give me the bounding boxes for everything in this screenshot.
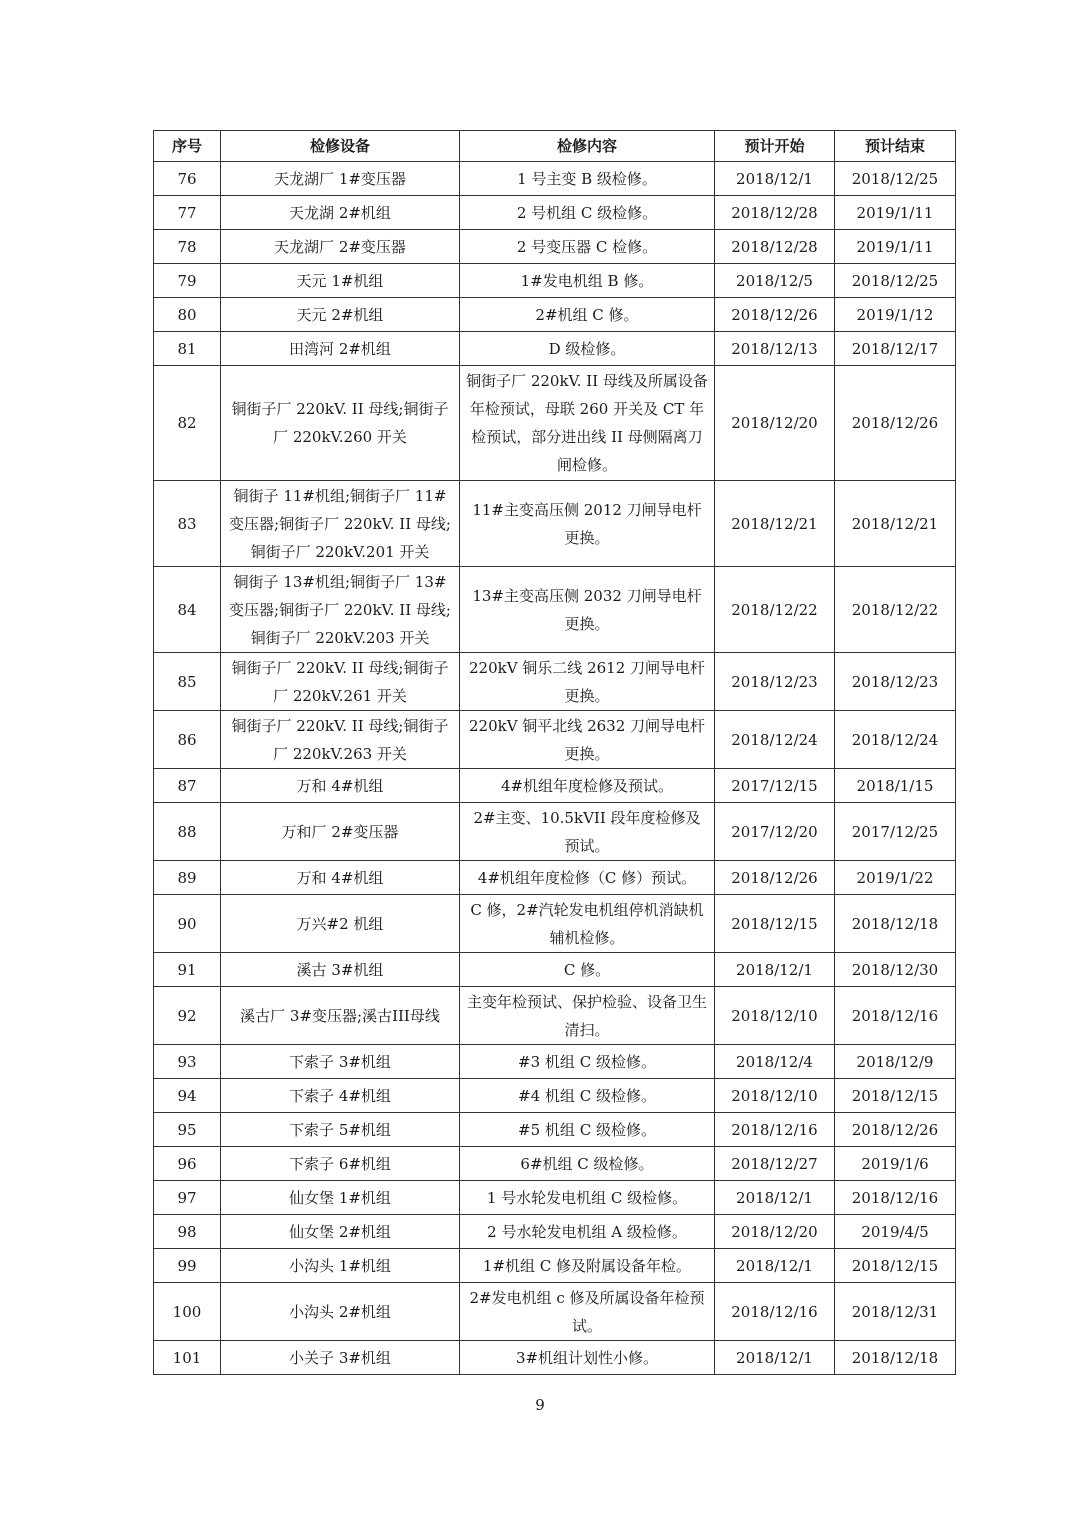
cell-start-date: 2018/12/1 xyxy=(715,1249,835,1283)
cell-start-date: 2018/12/4 xyxy=(715,1045,835,1079)
cell-end-date: 2018/12/22 xyxy=(835,567,956,653)
cell-start-date: 2018/12/27 xyxy=(715,1147,835,1181)
cell-device: 下索子 5#机组 xyxy=(221,1113,460,1147)
cell-end-date: 2018/12/24 xyxy=(835,711,956,769)
cell-end-date: 2019/1/6 xyxy=(835,1147,956,1181)
table-row xyxy=(154,895,956,953)
cell-content: 2 号水轮发电机组 A 级检修。 xyxy=(460,1215,715,1249)
table-header-row xyxy=(154,131,956,162)
table-row xyxy=(154,162,956,196)
cell-end-date: 2018/12/9 xyxy=(835,1045,956,1079)
table-row xyxy=(154,1147,956,1181)
cell-content: #3 机组 C 级检修。 xyxy=(460,1045,715,1079)
table-row xyxy=(154,987,956,1045)
cell-start-date: 2018/12/26 xyxy=(715,298,835,332)
table-row xyxy=(154,1341,956,1375)
table-row xyxy=(154,264,956,298)
cell-content: 3#机组计划性小修。 xyxy=(460,1341,715,1375)
header-start-date: 预计开始 xyxy=(715,131,835,162)
maintenance-schedule-sheet xyxy=(153,130,955,1375)
cell-content: 11#主变高压侧 2012 刀闸导电杆更换。 xyxy=(460,481,715,567)
cell-start-date: 2018/12/1 xyxy=(715,1341,835,1375)
cell-start-date: 2018/12/26 xyxy=(715,861,835,895)
cell-serial-number: 80 xyxy=(154,298,221,332)
cell-serial-number: 92 xyxy=(154,987,221,1045)
cell-start-date: 2018/12/1 xyxy=(715,1181,835,1215)
cell-end-date: 2018/12/26 xyxy=(835,366,956,481)
cell-start-date: 2017/12/20 xyxy=(715,803,835,861)
cell-content: 220kV 铜平北线 2632 刀闸导电杆更换。 xyxy=(460,711,715,769)
table-row xyxy=(154,298,956,332)
header-device: 检修设备 xyxy=(221,131,460,162)
cell-device: 溪古厂 3#变压器;溪古III母线 xyxy=(221,987,460,1045)
cell-content: #4 机组 C 级检修。 xyxy=(460,1079,715,1113)
table-row xyxy=(154,230,956,264)
cell-serial-number: 77 xyxy=(154,196,221,230)
cell-device: 下索子 3#机组 xyxy=(221,1045,460,1079)
cell-start-date: 2018/12/22 xyxy=(715,567,835,653)
cell-device: 田湾河 2#机组 xyxy=(221,332,460,366)
cell-device: 天龙湖厂 2#变压器 xyxy=(221,230,460,264)
cell-content: C 修。 xyxy=(460,953,715,987)
table-row xyxy=(154,653,956,711)
table-row xyxy=(154,1215,956,1249)
cell-end-date: 2018/12/16 xyxy=(835,1181,956,1215)
table-row xyxy=(154,769,956,803)
cell-start-date: 2018/12/5 xyxy=(715,264,835,298)
cell-device: 小沟头 1#机组 xyxy=(221,1249,460,1283)
cell-device: 天元 2#机组 xyxy=(221,298,460,332)
cell-content: D 级检修。 xyxy=(460,332,715,366)
cell-start-date: 2018/12/10 xyxy=(715,1079,835,1113)
cell-start-date: 2018/12/16 xyxy=(715,1283,835,1341)
cell-end-date: 2018/12/25 xyxy=(835,162,956,196)
cell-content: C 修，2#汽轮发电机组停机消缺机辅机检修。 xyxy=(460,895,715,953)
cell-end-date: 2019/1/11 xyxy=(835,230,956,264)
cell-end-date: 2019/4/5 xyxy=(835,1215,956,1249)
cell-device: 万和厂 2#变压器 xyxy=(221,803,460,861)
page-number: 9 xyxy=(535,1396,545,1414)
cell-end-date: 2018/12/26 xyxy=(835,1113,956,1147)
cell-start-date: 2018/12/28 xyxy=(715,230,835,264)
cell-device: 铜街子 13#机组;铜街子厂 13#变压器;铜街子厂 220kV. II 母线;铜街子厂 220kV.203 开关 xyxy=(221,567,460,653)
cell-serial-number: 95 xyxy=(154,1113,221,1147)
cell-end-date: 2018/12/31 xyxy=(835,1283,956,1341)
header-serial-number: 序号 xyxy=(154,131,221,162)
cell-serial-number: 91 xyxy=(154,953,221,987)
cell-serial-number: 86 xyxy=(154,711,221,769)
cell-end-date: 2018/12/16 xyxy=(835,987,956,1045)
cell-serial-number: 100 xyxy=(154,1283,221,1341)
cell-content: 2 号变压器 C 检修。 xyxy=(460,230,715,264)
table-row xyxy=(154,567,956,653)
cell-serial-number: 93 xyxy=(154,1045,221,1079)
cell-content: 2#主变、10.5kVII 段年度检修及预试。 xyxy=(460,803,715,861)
maintenance-schedule-table xyxy=(153,130,956,1375)
cell-device: 小关子 3#机组 xyxy=(221,1341,460,1375)
cell-device: 天龙湖 2#机组 xyxy=(221,196,460,230)
cell-end-date: 2017/12/25 xyxy=(835,803,956,861)
cell-content: 4#机组年度检修（C 修）预试。 xyxy=(460,861,715,895)
cell-serial-number: 78 xyxy=(154,230,221,264)
cell-serial-number: 84 xyxy=(154,567,221,653)
table-row xyxy=(154,1249,956,1283)
cell-serial-number: 89 xyxy=(154,861,221,895)
table-row xyxy=(154,366,956,481)
cell-device: 铜街子 11#机组;铜街子厂 11#变压器;铜街子厂 220kV. II 母线;铜街子厂 220kV.201 开关 xyxy=(221,481,460,567)
cell-device: 仙女堡 2#机组 xyxy=(221,1215,460,1249)
cell-start-date: 2018/12/15 xyxy=(715,895,835,953)
table-row xyxy=(154,1045,956,1079)
cell-start-date: 2018/12/23 xyxy=(715,653,835,711)
cell-start-date: 2018/12/28 xyxy=(715,196,835,230)
cell-start-date: 2018/12/24 xyxy=(715,711,835,769)
cell-end-date: 2019/1/11 xyxy=(835,196,956,230)
cell-serial-number: 82 xyxy=(154,366,221,481)
table-row xyxy=(154,481,956,567)
table-row xyxy=(154,861,956,895)
cell-serial-number: 76 xyxy=(154,162,221,196)
cell-device: 万兴#2 机组 xyxy=(221,895,460,953)
table-body xyxy=(154,162,956,1375)
cell-end-date: 2018/12/17 xyxy=(835,332,956,366)
cell-serial-number: 99 xyxy=(154,1249,221,1283)
cell-end-date: 2019/1/22 xyxy=(835,861,956,895)
cell-end-date: 2018/12/23 xyxy=(835,653,956,711)
cell-content: 13#主变高压侧 2032 刀闸导电杆更换。 xyxy=(460,567,715,653)
cell-end-date: 2018/1/15 xyxy=(835,769,956,803)
table-row xyxy=(154,196,956,230)
cell-content: 4#机组年度检修及预试。 xyxy=(460,769,715,803)
cell-start-date: 2018/12/21 xyxy=(715,481,835,567)
cell-start-date: 2018/12/20 xyxy=(715,366,835,481)
cell-device: 天元 1#机组 xyxy=(221,264,460,298)
header-end-date: 预计结束 xyxy=(835,131,956,162)
cell-end-date: 2019/1/12 xyxy=(835,298,956,332)
table-row xyxy=(154,1079,956,1113)
table-row xyxy=(154,953,956,987)
cell-device: 铜街子厂 220kV. II 母线;铜街子厂 220kV.261 开关 xyxy=(221,653,460,711)
cell-start-date: 2017/12/15 xyxy=(715,769,835,803)
cell-device: 下索子 4#机组 xyxy=(221,1079,460,1113)
cell-device: 万和 4#机组 xyxy=(221,769,460,803)
cell-device: 万和 4#机组 xyxy=(221,861,460,895)
cell-device: 铜街子厂 220kV. II 母线;铜街子厂 220kV.263 开关 xyxy=(221,711,460,769)
cell-serial-number: 90 xyxy=(154,895,221,953)
cell-end-date: 2018/12/18 xyxy=(835,1341,956,1375)
table-row xyxy=(154,1113,956,1147)
cell-end-date: 2018/12/21 xyxy=(835,481,956,567)
cell-end-date: 2018/12/30 xyxy=(835,953,956,987)
table-row xyxy=(154,803,956,861)
cell-serial-number: 101 xyxy=(154,1341,221,1375)
cell-device: 溪古 3#机组 xyxy=(221,953,460,987)
cell-content: 1#发电机组 B 修。 xyxy=(460,264,715,298)
cell-serial-number: 83 xyxy=(154,481,221,567)
cell-serial-number: 94 xyxy=(154,1079,221,1113)
cell-content: 2#机组 C 修。 xyxy=(460,298,715,332)
cell-content: 2#发电机组 c 修及所属设备年检预试。 xyxy=(460,1283,715,1341)
cell-start-date: 2018/12/1 xyxy=(715,953,835,987)
table-row xyxy=(154,1283,956,1341)
cell-end-date: 2018/12/25 xyxy=(835,264,956,298)
cell-start-date: 2018/12/13 xyxy=(715,332,835,366)
cell-serial-number: 81 xyxy=(154,332,221,366)
cell-content: 220kV 铜乐二线 2612 刀闸导电杆更换。 xyxy=(460,653,715,711)
table-row xyxy=(154,332,956,366)
cell-device: 天龙湖厂 1#变压器 xyxy=(221,162,460,196)
cell-start-date: 2018/12/1 xyxy=(715,162,835,196)
cell-end-date: 2018/12/15 xyxy=(835,1079,956,1113)
cell-device: 下索子 6#机组 xyxy=(221,1147,460,1181)
cell-content: 铜街子厂 220kV. II 母线及所属设备年检预试，母联 260 开关及 CT 年检预试，部分进出线 II 母侧隔离刀闸检修。 xyxy=(460,366,715,481)
cell-serial-number: 96 xyxy=(154,1147,221,1181)
cell-content: 1 号主变 B 级检修。 xyxy=(460,162,715,196)
cell-content: 6#机组 C 级检修。 xyxy=(460,1147,715,1181)
table-row xyxy=(154,1181,956,1215)
cell-end-date: 2018/12/18 xyxy=(835,895,956,953)
cell-device: 仙女堡 1#机组 xyxy=(221,1181,460,1215)
cell-device: 小沟头 2#机组 xyxy=(221,1283,460,1341)
cell-serial-number: 97 xyxy=(154,1181,221,1215)
table-row xyxy=(154,711,956,769)
cell-start-date: 2018/12/16 xyxy=(715,1113,835,1147)
cell-serial-number: 98 xyxy=(154,1215,221,1249)
cell-content: 1#机组 C 修及附属设备年检。 xyxy=(460,1249,715,1283)
cell-end-date: 2018/12/15 xyxy=(835,1249,956,1283)
header-content: 检修内容 xyxy=(460,131,715,162)
cell-start-date: 2018/12/20 xyxy=(715,1215,835,1249)
cell-start-date: 2018/12/10 xyxy=(715,987,835,1045)
cell-serial-number: 88 xyxy=(154,803,221,861)
cell-content: 2 号机组 C 级检修。 xyxy=(460,196,715,230)
cell-serial-number: 85 xyxy=(154,653,221,711)
cell-serial-number: 87 xyxy=(154,769,221,803)
cell-serial-number: 79 xyxy=(154,264,221,298)
cell-content: #5 机组 C 级检修。 xyxy=(460,1113,715,1147)
cell-content: 1 号水轮发电机组 C 级检修。 xyxy=(460,1181,715,1215)
cell-device: 铜街子厂 220kV. II 母线;铜街子厂 220kV.260 开关 xyxy=(221,366,460,481)
cell-content: 主变年检预试、保护检验、设备卫生清扫。 xyxy=(460,987,715,1045)
